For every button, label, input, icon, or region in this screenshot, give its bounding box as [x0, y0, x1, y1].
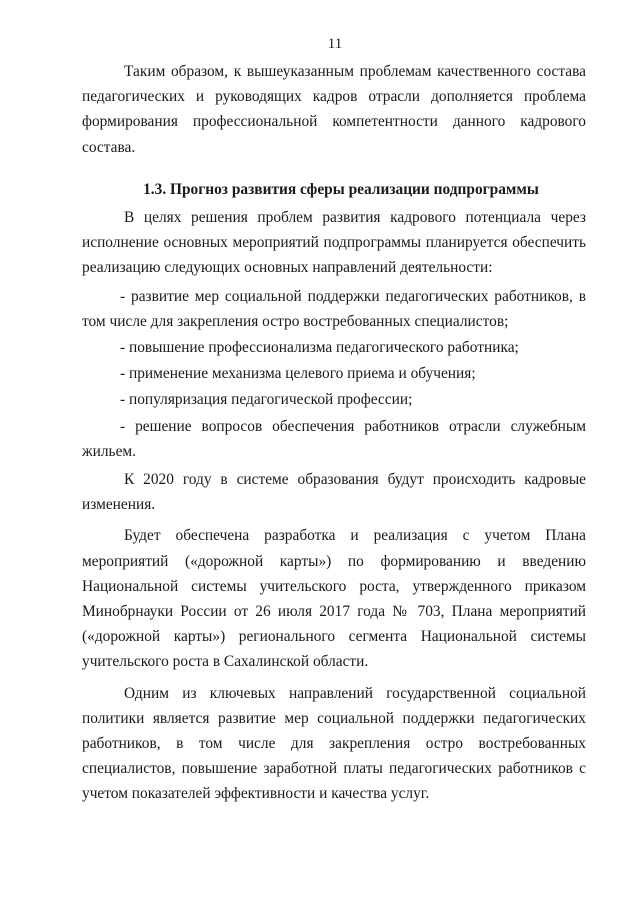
list-item: - повышение профессионализма педагогического работника;	[120, 339, 519, 357]
intro-paragraph: Таким образом, к вышеуказанным проблемам качественного состава педагогических и руководящих кадров отрасли дополняется проблема формирования профессиональной компетентности данного кадрового состава.	[82, 63, 586, 156]
section-heading: 1.3. Прогноз развития сферы реализации подпрограммы	[143, 180, 539, 198]
list-item: - применение механизма целевого приема и обучения;	[120, 365, 476, 383]
paragraph-2020: К 2020 году в системе образования будут происходить кадровые изменения.	[82, 471, 586, 514]
page-content	[82, 59, 586, 807]
list-item: - развитие мер социальной поддержки педагогических работников, в том числе для закрепления остро востребованных специалистов;	[82, 287, 586, 330]
list-item: - популяризация педагогической профессии;	[120, 391, 413, 409]
paragraph-roadmap: Будет обеспечена разработка и реализация с учетом Плана мероприятий («дорожной карты») по формированию и введению Национальной системы учительского роста, утвержденного приказом Минобрнауки России от 26 июля 2017 года № 703, Плана мероприятий («дорожной карты») регионального сегмента Национальной системы учительского роста в Сахалинской области.	[82, 527, 586, 671]
paragraph-goals: В целях решения проблем развития кадрового потенциала через исполнение основных мероприятий подпрограммы планируется обеспечить реализацию следующих основных направлений деятельности:	[82, 209, 586, 277]
paragraph-policy: Одним из ключевых направлений государственной социальной политики является развитие мер социальной поддержки педагогических работников, в том числе для закрепления остро востребованных специалистов, повышение заработной платы педагогических работников с учетом показателей эффективности и качества услуг.	[82, 684, 586, 803]
directions-list	[82, 284, 586, 464]
page-number: 11	[327, 36, 343, 52]
list-item: - решение вопросов обеспечения работников отрасли служебным жильем.	[82, 417, 586, 460]
